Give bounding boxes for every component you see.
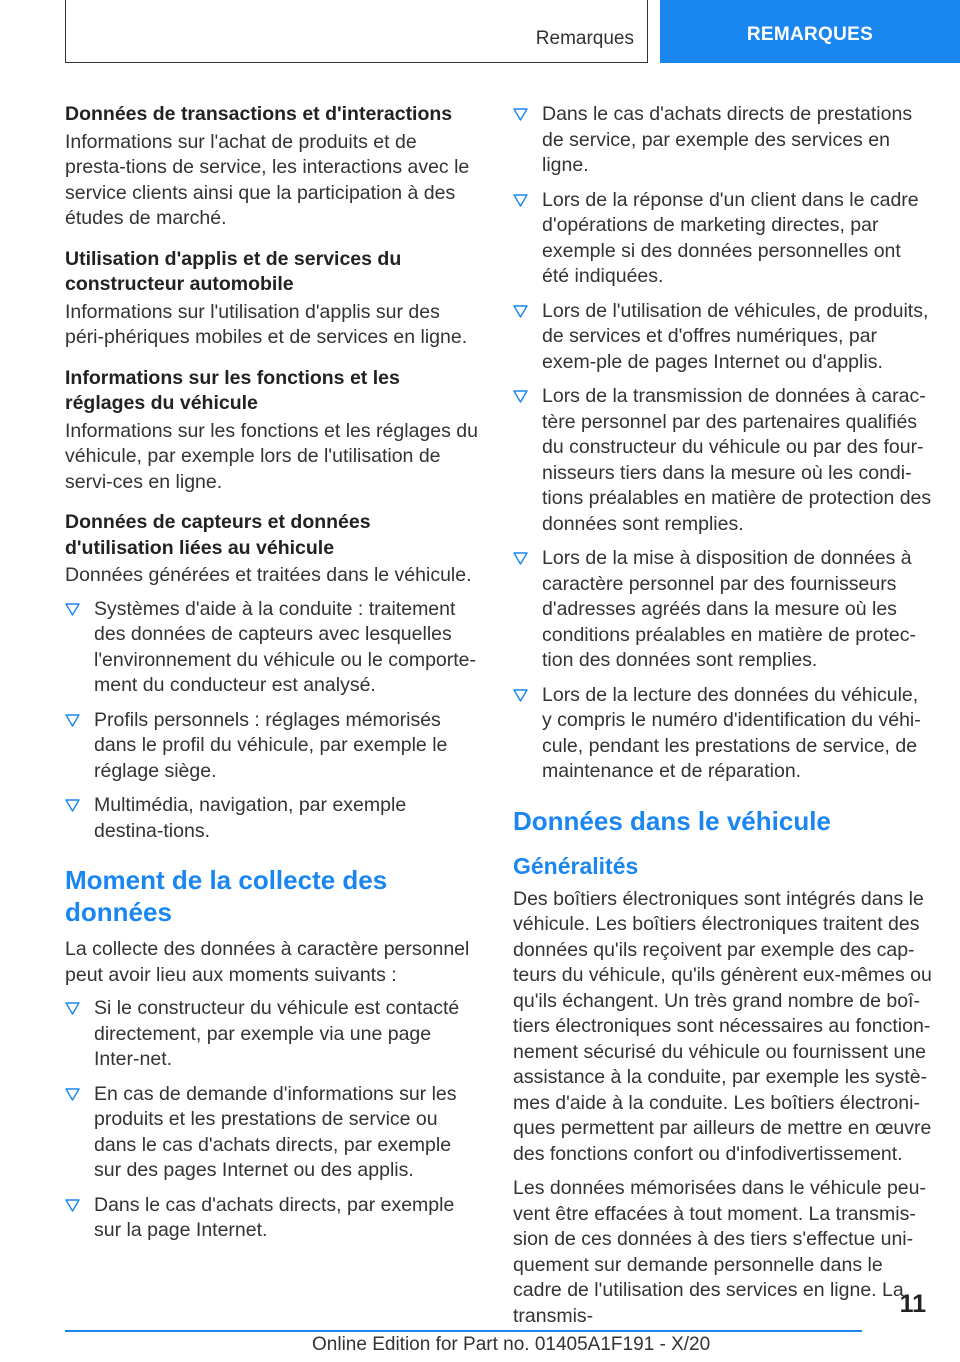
triangle-bullet-icon [65,714,80,727]
heading-sensor-data: Données de capteurs et données d'utilisation liées au véhicule [65,511,371,559]
collection-moment-list-continued [513,102,933,785]
paragraph-apps-services: Informations sur l'utilisation d'applis sur des péri-phériques mobiles et de services en ligne. [65,300,468,348]
paragraph-stored-data: Les données mémorisées dans le véhicule peu-vent être effacées à tout moment. La transmis-sion de ces données à des tiers s'effectue uni-quement sur demande personnelle dans le cadre de l'utilisation des services en ligne. La transmis- [513,1177,926,1327]
paragraph-sensor-data: Données générées et traitées dans le véhicule. [65,564,472,586]
footer-edition-text: Online Edition for Part no. 01405A1F191 - X/20 [312,1334,711,1355]
list-item: Systèmes d'aide à la conduite : traitement des données de capteurs avec lesquelles l'environnement du véhicule ou le comporte-ment du conducteur est analysé. [65,597,480,699]
triangle-bullet-icon [65,603,80,616]
list-item: Si le constructeur du véhicule est contacté directement, par exemple via une page Inter-net. [65,996,480,1073]
header-chapter-tab: REMARQUES [660,0,960,63]
sensor-data-list [65,597,480,845]
triangle-bullet-icon [513,552,528,565]
heading-collection-moment: Moment de la collecte des données [65,865,388,927]
footer-divider [65,1330,862,1332]
list-item: Lors de l'utilisation de véhicules, de produits, de services et d'offres numériques, par exem-ple de pages Internet ou d'applis. [513,299,933,376]
triangle-bullet-icon [65,1088,80,1101]
list-item: Dans le cas d'achats directs, par exemple sur la page Internet. [65,1193,480,1244]
heading-apps-services: Utilisation d'applis et de services du constructeur automobile [65,247,402,295]
list-item: Lors de la réponse d'un client dans le cadre d'opérations de marketing directes, par exemple si des données personnelles ont été indiquées. [513,188,933,290]
left-column [65,102,480,1256]
right-column [513,102,933,1344]
list-item: Profils personnels : réglages mémorisés dans le profil du véhicule, par exemple le réglage siège. [65,708,480,785]
triangle-bullet-icon [513,108,528,121]
triangle-bullet-icon [65,1199,80,1212]
list-item: Lors de la lecture des données du véhicule, y compris le numéro d'identification du véhi-cule, pendant les prestations de service, de maintenance et de réparation. [513,683,933,785]
triangle-bullet-icon [513,194,528,207]
paragraph-collection-moment: La collecte des données à caractère personnel peut avoir lieu aux moments suivants : [65,938,470,986]
paragraph-control-units: Des boîtiers électroniques sont intégrés dans le véhicule. Les boîtiers électroniques traitent des données qu'ils reçoivent par exemple des cap-teurs du véhicule, qu'ils génèrent eux-mêmes ou qu'ils échangent. Un très grand nombre de boî-tiers électroniques sont nécessaires au fonction-nement sécurisé du véhicule ou fournissent une assistance à la conduite, par exemple les systè-mes d'aide à la conduite. Les boîtiers électroni-ques permettent par ailleurs de mettre en œuvre des fonctions confort ou d'infodivertissement. [513,887,932,1165]
triangle-bullet-icon [513,305,528,318]
paragraph-transactions: Informations sur l'achat de produits et de presta-tions de service, les interactions avec le service clients ainsi que la participation à des études de marché. [65,130,470,229]
list-item: Dans le cas d'achats directs de prestations de service, par exemple des services en ligne. [513,102,933,179]
list-item: Lors de la mise à disposition de données à caractère personnel par des fournisseurs d'adresses agréés dans la mesure où les conditions préalables en matière de protec-tion des données sont remplies. [513,546,933,674]
list-item: En cas de demande d'informations sur les produits et les prestations de service ou dans le cas d'achats directs, par exemple sur des pages Internet ou des applis. [65,1082,480,1184]
triangle-bullet-icon [513,689,528,702]
heading-general: Généralités [513,852,639,879]
triangle-bullet-icon [65,1002,80,1015]
paragraph-functions-settings: Informations sur les fonctions et les réglages du véhicule, par exemple lors de l'utilisation de servi-ces en ligne. [65,419,478,493]
heading-transactions: Données de transactions et d'interactions [65,103,453,125]
triangle-bullet-icon [513,390,528,403]
header-section-box [65,0,648,63]
heading-functions-settings: Informations sur les fonctions et les réglages du véhicule [65,366,400,414]
heading-vehicle-data: Données dans le véhicule [513,805,831,836]
page-number: 11 [899,1290,926,1318]
list-item: Lors de la transmission de données à carac-tère personnel par des partenaires qualifiés du constructeur du véhicule ou par des four-nisseurs tiers dans la mesure où les condi-tions préalables en matière de protection des données sont remplies. [513,384,933,537]
triangle-bullet-icon [65,799,80,812]
list-item: Multimédia, navigation, par exemple destina-tions. [65,793,480,844]
collection-moment-list [65,996,480,1244]
page-header [0,0,960,66]
header-section-title: Remarques [535,28,634,49]
